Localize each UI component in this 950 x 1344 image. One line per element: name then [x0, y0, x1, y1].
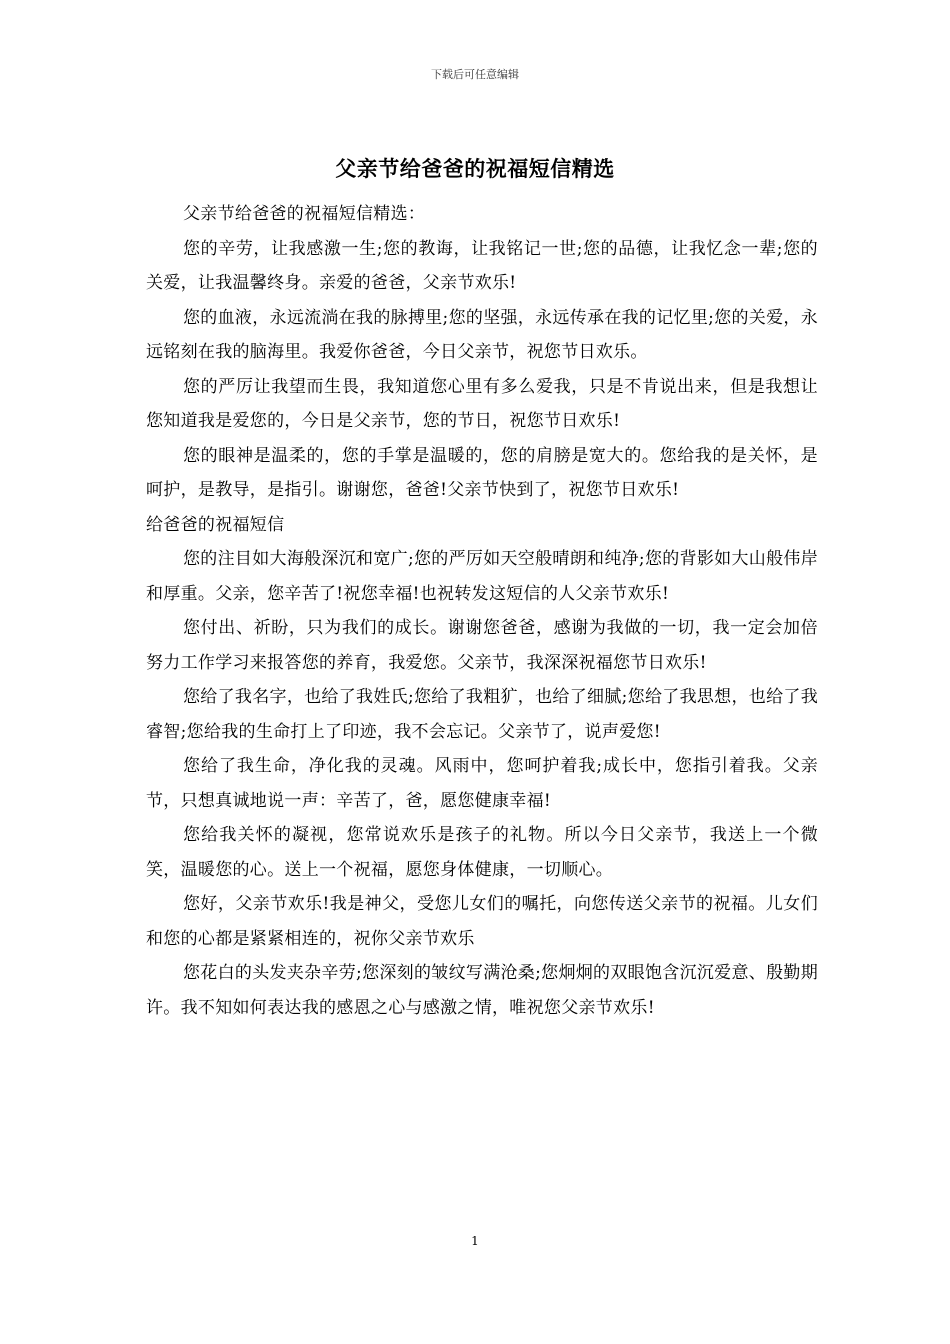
section-heading: 给爸爸的祝福短信 [146, 514, 285, 535]
paragraph-3: 您的血液，永远流淌在我的脉搏里;您的坚强，永远传承在我的记忆里;您的关爱，永远铭刻在我的脑海里。我爱你爸爸，今日父亲节，祝您节日欢乐。 [146, 307, 818, 362]
paragraph-7: 您付出、祈盼，只为我们的成长。谢谢您爸爸，感谢为我做的一切，我一定会加倍努力工作学习来报答您的养育，我爱您。父亲节，我深深祝福您节日欢乐! [146, 618, 818, 673]
paragraph-1: 父亲节给爸爸的祝福短信精选： [183, 204, 426, 224]
page-header-note: 下载后可任意编辑 [431, 68, 519, 81]
paragraph-9: 您给了我生命，净化我的灵魂。风雨中，您呵护着我;成长中，您指引着我。父亲节，只想真诚地说一声：辛苦了，爸，愿您健康幸福! [146, 756, 818, 811]
document-body [146, 197, 818, 1025]
paragraph-2: 您的辛劳，让我感激一生;您的教诲，让我铭记一世;您的品德，让我忆念一辈;您的关爱，让我温馨终身。亲爱的爸爸，父亲节欢乐! [146, 238, 818, 293]
page-number: 1 [471, 1234, 479, 1248]
page-title: 父亲节给爸爸的祝福短信精选 [335, 156, 615, 181]
paragraph-12: 您花白的头发夹杂辛劳;您深刻的皱纹写满沧桑;您炯炯的双眼饱含沉沉爱意、殷勤期许。我不知如何表达我的感恩之心与感激之情，唯祝您父亲节欢乐! [146, 963, 818, 1018]
paragraph-5: 您的眼神是温柔的，您的手掌是温暖的，您的肩膀是宽大的。您给我的是关怀，是呵护，是教导，是指引。谢谢您，爸爸!父亲节快到了，祝您节日欢乐! [146, 445, 818, 500]
paragraph-4: 您的严厉让我望而生畏，我知道您心里有多么爱我，只是不肯说出来，但是我想让您知道我是爱您的，今日是父亲节，您的节日，祝您节日欢乐! [146, 376, 818, 431]
paragraph-10: 您给我关怀的凝视，您常说欢乐是孩子的礼物。所以今日父亲节，我送上一个微笑，温暖您的心。送上一个祝福，愿您身体健康，一切顺心。 [146, 825, 818, 880]
paragraph-6: 您的注目如大海般深沉和宽广;您的严厉如天空般晴朗和纯净;您的背影如大山般伟岸和厚重。父亲，您辛苦了!祝您幸福!也祝转发这短信的人父亲节欢乐! [146, 549, 818, 604]
paragraph-8: 您给了我名字，也给了我姓氏;您给了我粗犷，也给了细腻;您给了我思想，也给了我睿智;您给我的生命打上了印迹，我不会忘记。父亲节了，说声爱您! [146, 687, 818, 742]
paragraph-11: 您好，父亲节欢乐!我是神父，受您儿女们的嘱托，向您传送父亲节的祝福。儿女们和您的心都是紧紧相连的，祝你父亲节欢乐 [146, 894, 818, 949]
